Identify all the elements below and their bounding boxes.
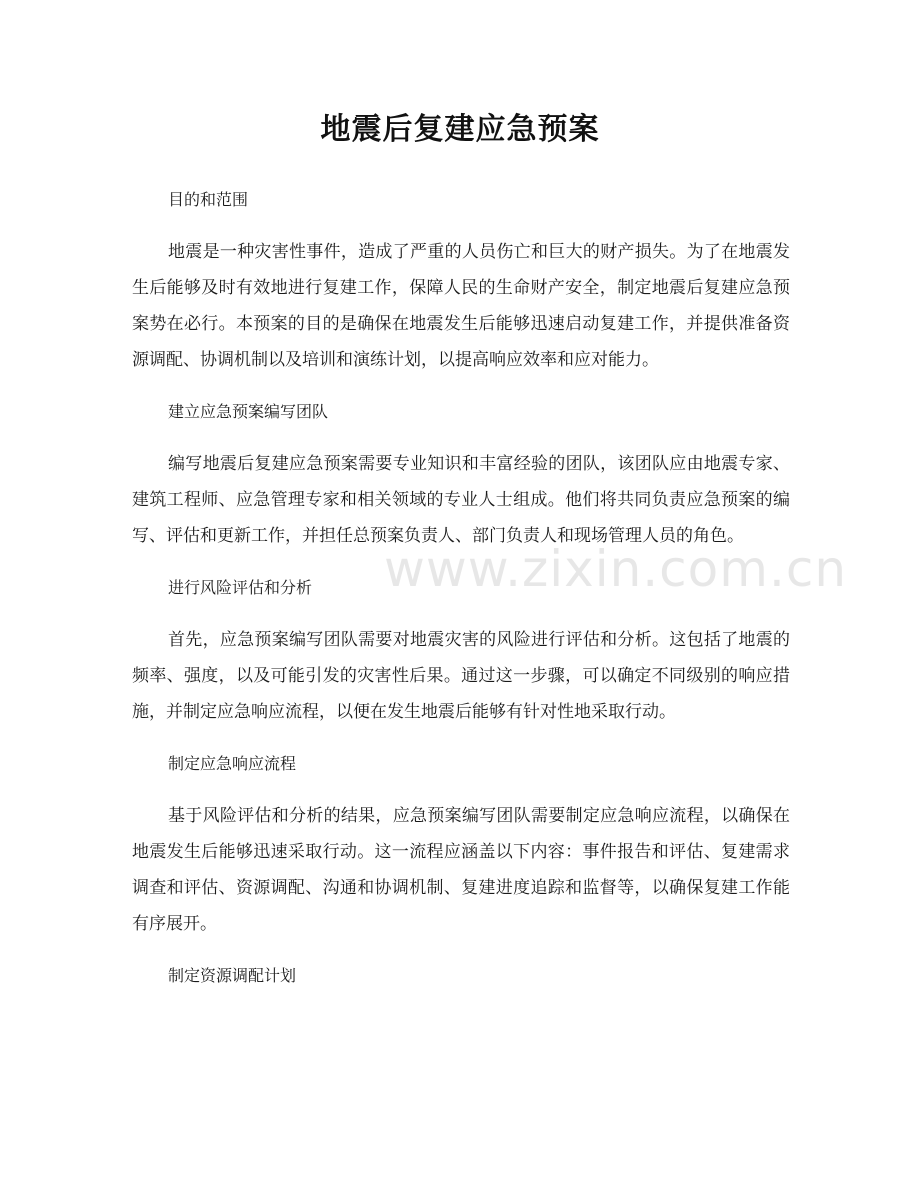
section-heading: 进行风险评估和分析: [168, 578, 313, 597]
section-paragraph: 地震是一种灾害性事件，造成了严重的人员伤亡和巨大的财产损失。为了在地震发生后能够及时有效地进行复建工作，保障人民的生命财产安全，制定地震后复建应急预案势在必行。本预案的目的是确保在地震发生后能够迅速启动复建工作，并提供准备资源调配、协调机制以及培训和演练计划，以提高响应效率和应对能力。: [132, 242, 790, 370]
watermark: www.zixin.com.cn: [384, 540, 848, 598]
document-title: 地震后复建应急预案: [320, 112, 600, 147]
section-heading: 建立应急预案编写团队: [168, 402, 329, 421]
section-heading: 目的和范围: [168, 190, 249, 209]
section-heading: 制定资源调配计划: [168, 966, 297, 985]
section-paragraph: 首先，应急预案编写团队需要对地震灾害的风险进行评估和分析。这包括了地震的频率、强度，以及可能引发的灾害性后果。通过这一步骤，可以确定不同级别的响应措施，并制定应急响应流程，以便在发生地震后能够有针对性地采取行动。: [132, 630, 790, 722]
section-heading: 制定应急响应流程: [168, 754, 297, 773]
section-paragraph: 基于风险评估和分析的结果，应急预案编写团队需要制定应急响应流程，以确保在地震发生后能够迅速采取行动。这一流程应涵盖以下内容：事件报告和评估、复建需求调查和评估、资源调配、沟通和协调机制、复建进度追踪和监督等，以确保复建工作能有序展开。: [132, 806, 790, 934]
document-body: [132, 178, 790, 1010]
section-paragraph: 编写地震后复建应急预案需要专业知识和丰富经验的团队，该团队应由地震专家、建筑工程师、应急管理专家和相关领域的专业人士组成。他们将共同负责应急预案的编写、评估和更新工作，并担任总预案负责人、部门负责人和现场管理人员的角色。: [132, 454, 790, 546]
